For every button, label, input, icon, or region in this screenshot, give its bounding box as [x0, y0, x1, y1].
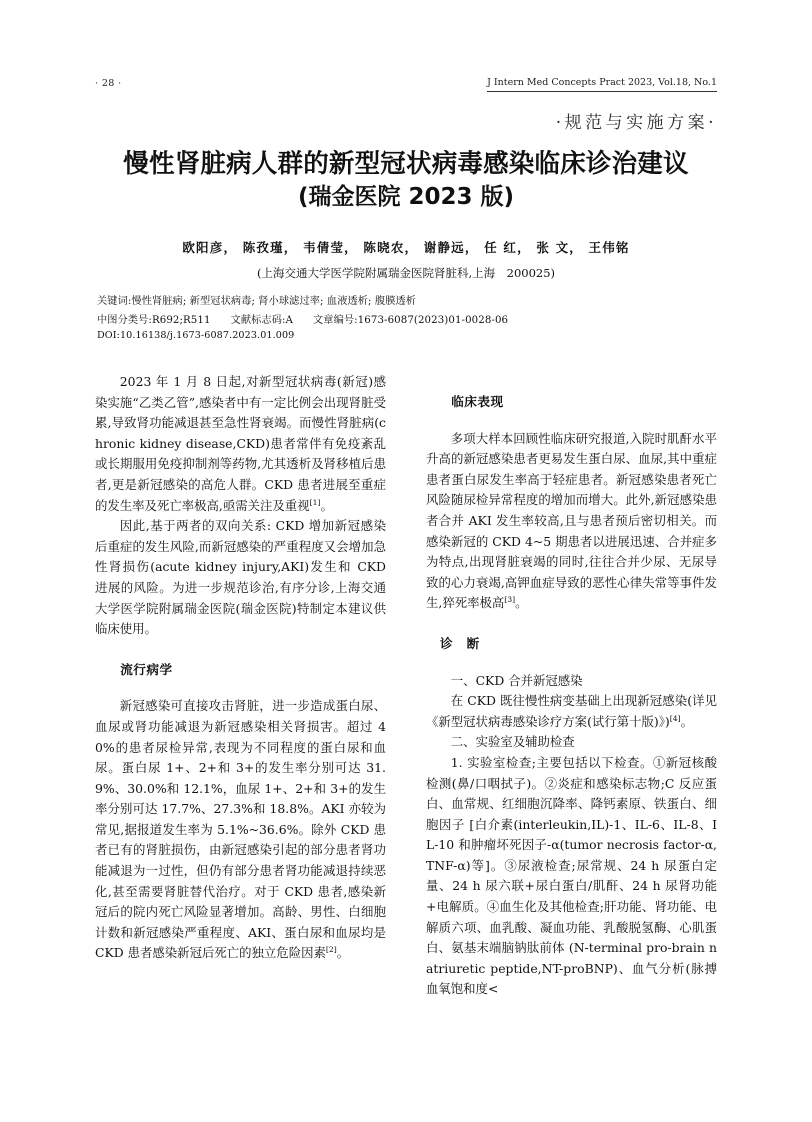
- section-heading-diagnosis: 诊断: [440, 635, 494, 651]
- section-heading-clinical-manifestations: 临床表现: [451, 394, 504, 409]
- article-title-line-1: 慢性肾脏病人群的新型冠状病毒感染临床诊治建议: [123, 149, 689, 179]
- citation-ref-1: [1]: [309, 497, 321, 507]
- classification-line: [97, 311, 737, 326]
- citation-ref-2: [2]: [325, 945, 337, 955]
- paragraph-intro-1-end: 。: [320, 497, 333, 513]
- article-title-line-2: (瑞金医院 2023 版): [297, 183, 515, 210]
- paragraph-clinical-1-end: 。: [515, 595, 528, 611]
- paragraph-clinical-1-text: 多项大样本回顾性临床研究报道,入院时肌酐水平升高的新冠感染患者更易发生蛋白尿、血尿,其中重症患者蛋白尿发生率高于轻症患者。新冠感染患者死亡风险随尿检异常程度的增加而增大。此外,新冠感染患者合并 AKI 发生率较高,且与患者预后密切相关。而感染新冠的 CKD 4~5 期患者以进展迅速、合并症多为特点,出现肾脏衰竭的同时,往往合并少尿、无尿导致的心力衰竭,高钾血症导致的恶性心律失常等事件发生,猝死率极高: [426, 430, 717, 611]
- article-id-label: 文章编号:: [313, 315, 358, 326]
- keywords-line: [97, 292, 737, 307]
- paragraph-intro-2: 因此,基于两者的双向关系: CKD 增加新冠感染后重症的发生风险,而新冠感染的严重程度又会增加急性肾损伤(acute kidney injury,AKI)发生和 CKD 进展的风险。为进一步规范诊治,有序分诊,上海交通大学医学院附属瑞金医院(瑞金医院)特制定本建议供临床使用。: [95, 518, 386, 637]
- document-code-label: 文献标志码:: [230, 315, 286, 326]
- paragraph-intro-1-text: 2023 年 1 月 8 日起,对新型冠状病毒(新冠)感染实施“乙类乙管”,感染者中有一定比例会出现肾脏受累,导致肾功能减退甚至急性肾衰竭。而慢性肾脏病(chronic kidney disease,CKD)患者常伴有免疫紊乱或长期服用免疫抑制剂等药物,尤其透析及肾移植后患者,更是新冠感染的高危人群。CKD 患者进展至重症的发生率及死亡率极高,亟需关注及重视: [95, 374, 386, 513]
- paragraph-epidemiology-1-end: 。: [336, 945, 350, 961]
- page-folio: · 28 ·: [95, 78, 122, 89]
- body-column-left: [95, 372, 386, 964]
- citation-ref-4: [4]: [669, 713, 681, 723]
- paragraph-intro-1: [95, 372, 386, 516]
- clc-value: R692;R511: [151, 315, 211, 326]
- citation-ref-3: [3]: [504, 595, 516, 605]
- section-heading-epidemiology: 流行病学: [120, 661, 173, 677]
- paragraph-epidemiology-1-text: 新冠感染可直接攻击肾脏，进一步造成蛋白尿、血尿或肾功能减退为新冠感染相关肾损害。超过 40%的患者尿检异常,表现为不同程度的蛋白尿和血尿。蛋白尿 1+、2+和 3+的发生率分别可达 31.9%、30.0%和 12.1%，血尿 1+、2+和 3+的发生率分别可达 17.7%、27.3%和 18.8%。AKI 亦较为常见,据报道发生率为 5.1%~36.6%。除外 CKD 患者已有的肾脏损伤，由新冠感染引起的部分患者肾功能减退为一过性，但仍有部分患者肾功能减退持续恶化,甚至需要肾脏替代治疗。对于 CKD 患者,感染新冠后的院内死亡风险显著增加。高龄、男性、白细胞计数和新冠感染严重程度、AKI、蛋白尿和血尿均是 CKD 患者感染新冠后死亡的独立危险因素: [95, 698, 386, 961]
- section-kicker: ·规范与实施方案·: [555, 113, 717, 133]
- body-column-right: [426, 372, 717, 1000]
- paragraph-diagnosis-1-end: 。: [680, 713, 693, 729]
- paragraph-diagnosis-1: [426, 691, 717, 732]
- running-head: [95, 78, 717, 96]
- paragraph-clinical-1: [426, 429, 717, 614]
- author-list: 欧阳彦， 陈孜瑾， 韦倩莹， 陈晓农， 谢静远， 任 红， 张 文， 王伟铭: [182, 240, 630, 255]
- article-id-value: 1673-6087(2023)01-0028-06: [357, 315, 509, 326]
- article-title: [60, 148, 752, 214]
- subheading-ckd-with-covid: 一、CKD 合并新冠感染: [450, 672, 583, 688]
- doi-line: DOI:10.16138/j.1673-6087.2023.01.009: [97, 330, 295, 341]
- paragraph-diagnosis-2: 1. 实验室检查;主要包括以下检查。①新冠核酸检测(鼻/口咽拭子)。②炎症和感染标志物;C 反应蛋白、血常规、红细胞沉降率、降钙素原、铁蛋白、细胞因子 [白介素(interleukin,IL)-1、IL-6、IL-8、IL-10 和肿瘤坏死因子-α(tumor necrosis factor-α,TNF-α)等]。③尿液检查;尿常规、24 h 尿蛋白定量、24 h 尿六联+尿白蛋白/肌酐、24 h 尿肾功能+电解质。④血生化及其他检查;肝功能、肾功能、电解质六项、血乳酸、凝血功能、乳酸脱氢酶、心肌蛋白、氨基末端脑钠肽前体 (N-terminal pro-brain natriuretic peptide,NT-proBNP)、血气分析(脉搏血氧饱和度<: [426, 754, 717, 997]
- clc-label: 中图分类号:: [97, 315, 152, 326]
- document-code-value: A: [285, 315, 294, 326]
- paragraph-diagnosis-1-text: 在 CKD 既往慢性病变基础上出现新冠感染(详见《新型冠状病毒感染诊疗方案(试行第十版)》): [426, 693, 717, 729]
- keywords-label: 关键词:: [97, 296, 132, 307]
- subheading-lab-and-auxiliary-exams: 二、实验室及辅助检查: [450, 734, 575, 750]
- author-affiliation: (上海交通大学医学院附属瑞金医院肾脏科,上海 200025): [256, 266, 556, 280]
- paragraph-epidemiology-1: [95, 696, 386, 964]
- journal-reference: J Intern Med Concepts Pract 2023, Vol.18, No.1: [487, 78, 717, 92]
- keywords-value: 慢性肾脏病; 新型冠状病毒; 肾小球滤过率; 血液透析; 腹膜透析: [131, 296, 417, 307]
